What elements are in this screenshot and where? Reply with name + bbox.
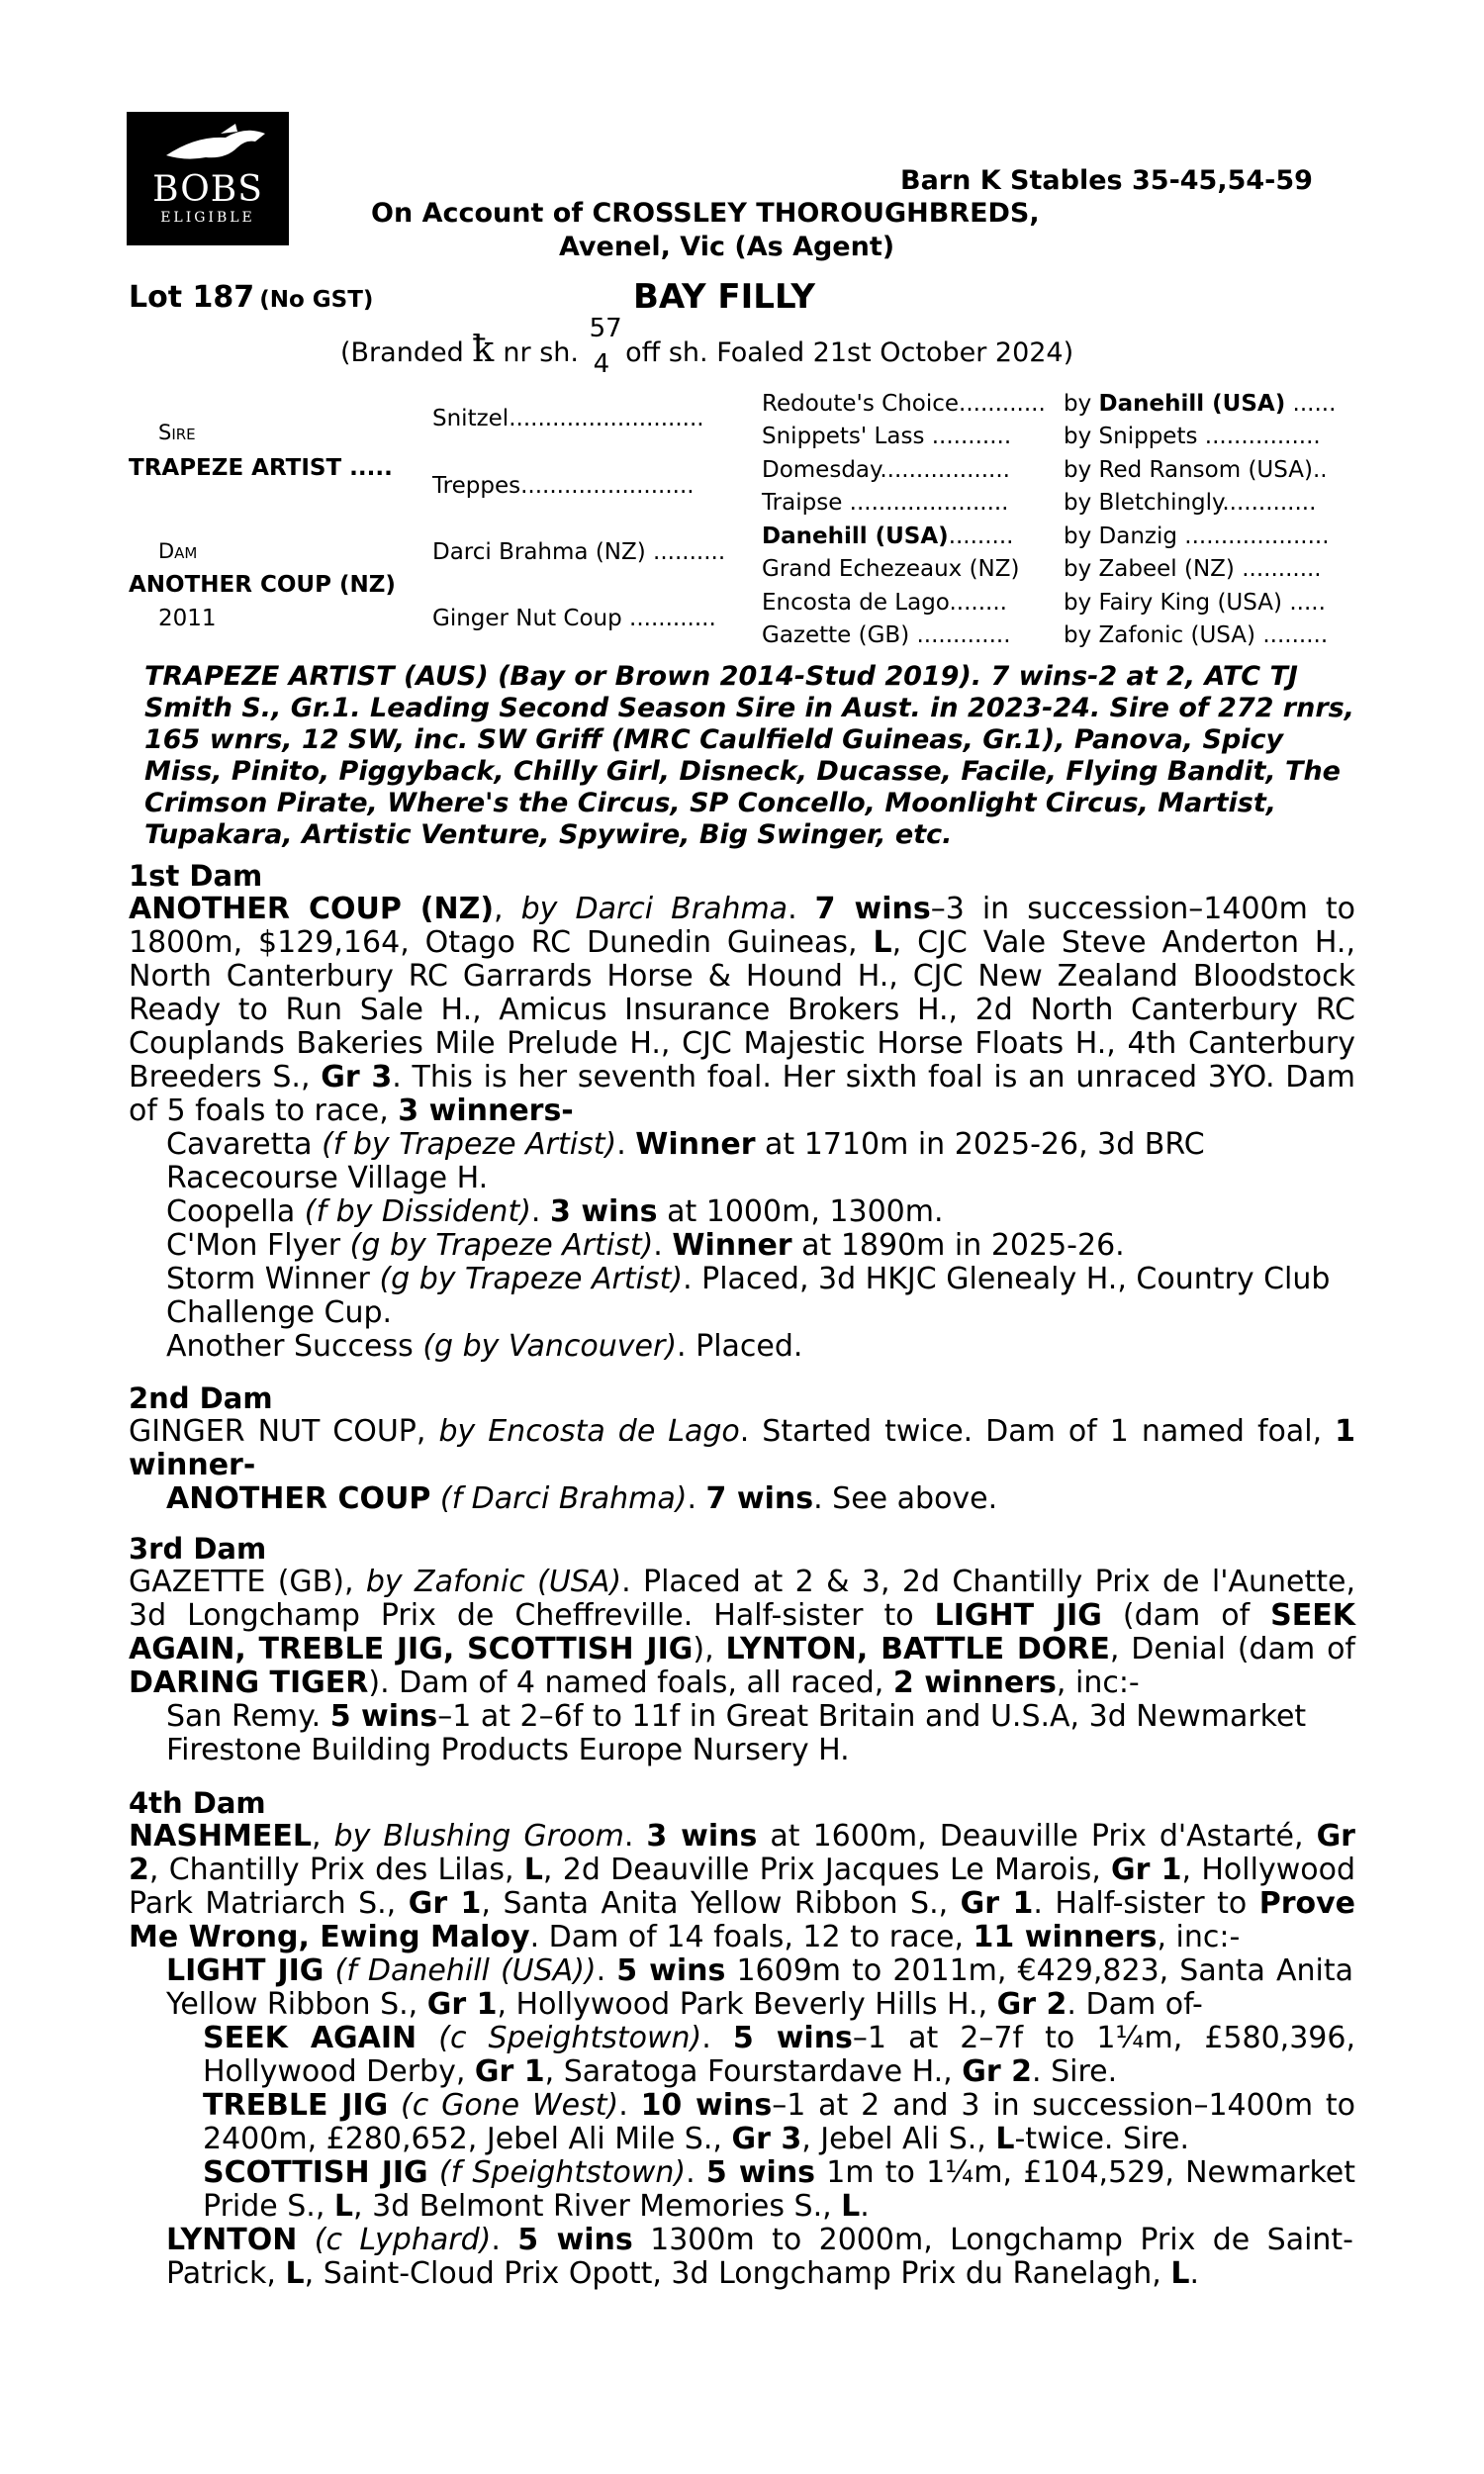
gen4-4: by Bletchingly............. — [1064, 490, 1317, 516]
gen3-7: Encosta de Lago........ — [762, 590, 1007, 616]
gst-note: (No GST) — [259, 287, 374, 313]
vendor-account: On Account of CROSSLEY THOROUGHBREDS, — [371, 198, 1040, 229]
gen4-1: by Danehill (USA) ...... — [1064, 391, 1337, 417]
bobs-eligible-logo — [127, 112, 289, 245]
third-dam-progeny: San Remy. 5 wins–1 at 2–6f to 11f in Great Britain and U.S.A, 3d Newmarket Firestone Building Products Europe Nursery H. — [166, 1699, 1307, 1767]
lot-number: Lot 187 — [129, 280, 255, 315]
gen4-2: by Snippets ................ — [1064, 424, 1321, 449]
progeny-seek-again: SEEK AGAIN (c Speightstown). 5 wins–1 at 2–7f to 1¼m, £580,396, Hollywood Derby, Gr 1, Saratoga Fourstardave H., Gr 2. Sire. — [203, 2021, 1355, 2089]
progeny-light-jig: LIGHT JIG (f Danehill (USA)). 5 wins 1609m to 2011m, €429,823, Santa Anita Yellow Ribbon S., Gr 1, Hollywood Park Beverly Hills H., Gr 2. Dam of- — [166, 1953, 1354, 2022]
dam-label: Dam — [158, 539, 198, 563]
gen4-6: by Zabeel (NZ) ........... — [1064, 556, 1322, 582]
gen3-6: Grand Echezeaux (NZ) — [762, 556, 1020, 582]
third-dam-paragraph: GAZETTE (GB), by Zafonic (USA). Placed at 2 & 3, 2d Chantilly Prix de l'Aunette, 3d Longchamp Prix de Cheffreville. Half-sister to LIGHT JIG (dam of SEEK AGAIN, TREBLE JIG, SCOTTISH JIG), LYNTON, BATTLE DORE, Denial (dam of DARING TIGER). Dam of 4 named foals, all raced, 2 winners, inc:- — [129, 1565, 1355, 1700]
horse-icon — [127, 116, 289, 175]
first-dam-heading: 1st Dam — [129, 859, 263, 893]
gen4-7: by Fairy King (USA) ..... — [1064, 590, 1326, 616]
brand-fraction — [588, 313, 622, 379]
progeny-lynton: LYNTON (c Lyphard). 5 wins 1300m to 2000m, Longchamp Prix de Saint-Patrick, L, Saint-Cloud Prix Opott, 3d Longchamp Prix du Ranelagh, L. — [166, 2223, 1354, 2291]
gen3-4: Traipse ...................... — [762, 490, 1009, 516]
sire-label: Sire — [158, 421, 196, 444]
gen3-1: Redoute's Choice............ — [762, 391, 1046, 417]
first-dam-sire: by Darci Brahma — [520, 892, 788, 926]
gen2-treppes: Treppes........................ — [432, 473, 695, 499]
gen3-5: Danehill (USA)......... — [762, 523, 1014, 549]
second-dam-progeny: ANOTHER COUP (f Darci Brahma). 7 wins. See above. — [166, 1481, 998, 1516]
brand-line — [340, 313, 1074, 379]
sex-colour: BAY FILLY — [633, 277, 815, 317]
fourth-dam-paragraph: NASHMEEL, by Blushing Groom. 3 wins at 1600m, Deauville Prix d'Astarté, Gr 2, Chantilly Prix des Lilas, L, 2d Deauville Prix Jacques Le Marois, Gr 1, Hollywood Park Matriarch S., Gr 1, Santa Anita Yellow Ribbon S., Gr 1. Half-sister to Prove Me Wrong, Ewing Maloy. Dam of 14 foals, 12 to race, 11 winners, inc:- — [129, 1819, 1355, 1954]
first-dam-paragraph: ANOTHER COUP (NZ), by Darci Brahma. 7 wins–3 in succession–1400m to 1800m, $129,164, Otago RC Dunedin Guineas, L, CJC Vale Steve Anderton H., North Canterbury RC Garrards Horse & Hound H., CJC New Zealand Bloodstock Ready to Run Sale H., Amicus Insurance Brokers H., 2d North Canterbury RC Couplands Bakeries Mile Prelude H., CJC Majestic Horse Floats H., 4th Canterbury Breeders S., Gr 3. This is her seventh foal. Her sixth foal is an unraced 3YO. Dam of 5 foals to race, 3 winners- — [129, 892, 1356, 1128]
gen2-snitzel: Snitzel........................... — [432, 406, 704, 431]
first-dam-name: ANOTHER COUP (NZ) — [129, 892, 495, 926]
vendor-location: Avenel, Vic (As Agent) — [559, 232, 895, 262]
progeny-scottish-jig: SCOTTISH JIG (f Speightstown). 5 wins 1m to 1¼m, £104,529, Newmarket Pride S., L, 3d Belmont River Memories S., L. — [203, 2155, 1355, 2224]
gen2-darci-brahma: Darci Brahma (NZ) .......... — [432, 539, 726, 565]
brand-numerator: 57 — [589, 313, 622, 343]
gen3-2: Snippets' Lass ........... — [762, 424, 1012, 449]
brand-denominator: 4 — [593, 348, 610, 379]
third-dam-heading: 3rd Dam — [129, 1532, 267, 1566]
progeny-cmon-flyer: C'Mon Flyer (g by Trapeze Artist). Winner at 1890m in 2025-26. — [166, 1228, 1125, 1263]
logo-text: BOBS — [152, 169, 263, 210]
gen4-8: by Zafonic (USA) ......... — [1064, 622, 1329, 648]
stables-location: Barn K Stables 35-45,54-59 — [900, 165, 1313, 196]
progeny-another-success: Another Success (g by Vancouver). Placed. — [166, 1329, 803, 1364]
progeny-storm-winner: Storm Winner (g by Trapeze Artist). Placed, 3d HKJC Glenealy H., Country Club Challenge Cup. — [166, 1262, 1331, 1330]
sire-name: TRAPEZE ARTIST ..... — [129, 455, 393, 481]
progeny-treble-jig: TREBLE JIG (c Gone West). 10 wins–1 at 2 and 3 in succession–1400m to 2400m, £280,652, Jebel Ali Mile S., Gr 3, Jebel Ali S., L-twice. Sire. — [203, 2088, 1355, 2156]
second-dam-paragraph: GINGER NUT COUP, by Encosta de Lago. Started twice. Dam of 1 named foal, 1 winner- — [129, 1414, 1355, 1482]
brand-suffix: off sh. Foaled 21st October 2024) — [625, 337, 1074, 368]
brand-mark: ꝁ — [472, 330, 495, 370]
gen2-ginger-nut-coup: Ginger Nut Coup ............ — [432, 606, 716, 631]
lot-number-line — [129, 280, 373, 315]
gen4-5: by Danzig .................... — [1064, 523, 1330, 549]
logo-subtext: ELIGIBLE — [160, 210, 255, 226]
fourth-dam-heading: 4th Dam — [129, 1786, 266, 1820]
progeny-cavaretta: Cavaretta (f by Trapeze Artist). Winner at 1710m in 2025-26, 3d BRC Racecourse Village H. — [166, 1127, 1205, 1195]
brand-prefix: (Branded — [340, 337, 464, 368]
dam-name: ANOTHER COUP (NZ) — [129, 572, 396, 598]
first-dam-wins: 7 wins — [814, 892, 931, 926]
gen3-8: Gazette (GB) ............. — [762, 622, 1011, 648]
second-dam-heading: 2nd Dam — [129, 1381, 273, 1415]
brand-mid: nr sh. — [503, 337, 579, 368]
gen3-3: Domesday.................. — [762, 457, 1010, 483]
dam-year: 2011 — [158, 606, 217, 631]
sire-summary: TRAPEZE ARTIST (AUS) (Bay or Brown 2014-Stud 2019). 7 wins-2 at 2, ATC TJ Smith S., Gr.1. Leading Second Season Sire in Aust. in 2023-24. Sire of 272 rnrs, 165 wnrs, 12 SW, inc. SW Griff (MRC Caulfield Guineas, Gr.1), Panova, Spicy Miss, Pinito, Piggyback, Chilly Girl, Disneck, Ducasse, Facile, Flying Bandit, The Crimson Pirate, Where's the Circus, SP Concello, Moonlight Circus, Martist, Tupakara, Artistic Venture, Spywire, Big Swinger, etc. — [144, 661, 1354, 850]
progeny-coopella: Coopella (f by Dissident). 3 wins at 1000m, 1300m. — [166, 1194, 944, 1229]
gen4-3: by Red Ransom (USA).. — [1064, 457, 1328, 483]
